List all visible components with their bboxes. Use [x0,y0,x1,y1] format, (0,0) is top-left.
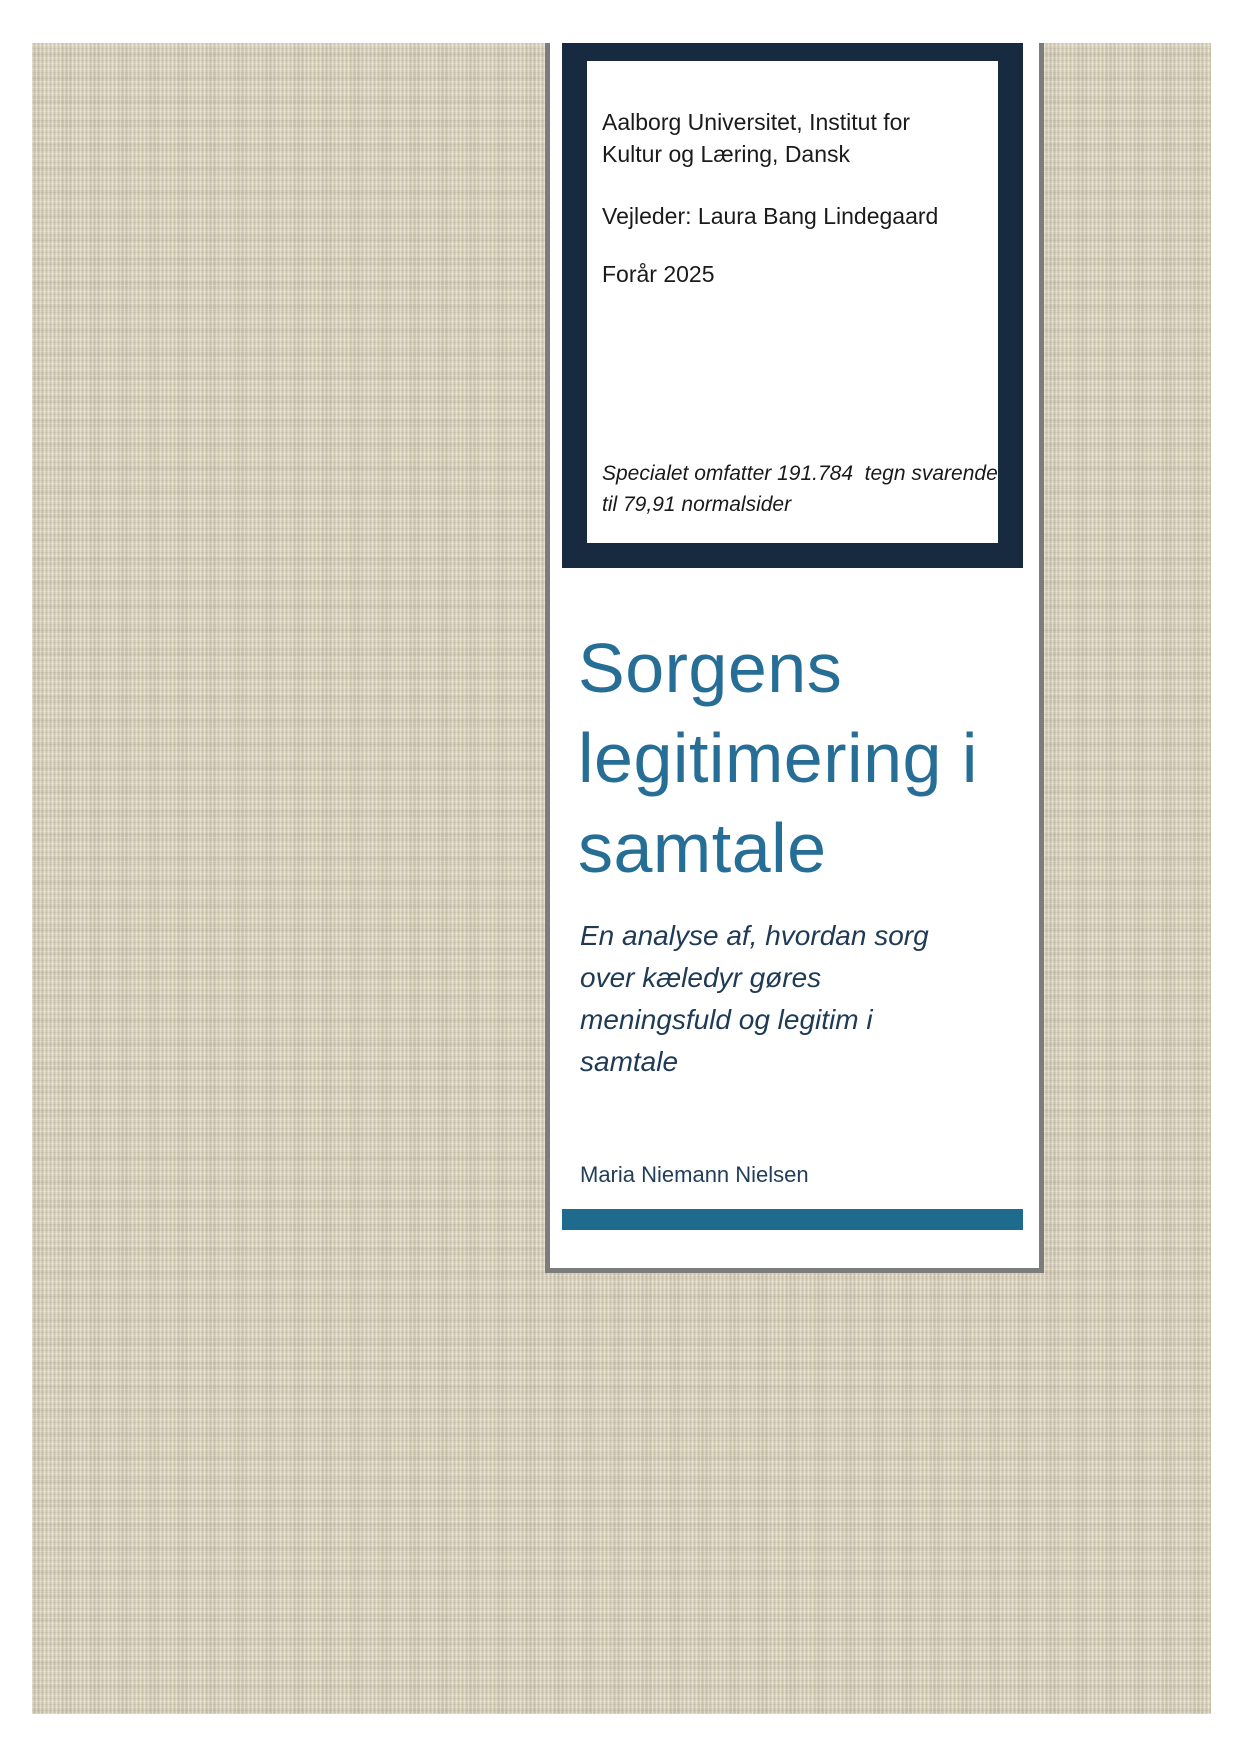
accent-bar [562,1209,1023,1230]
supervisor-text: Vejleder: Laura Bang Lindegaard [602,203,939,229]
thesis-title: Sorgens legitimering i samtale [578,629,978,887]
thesis-subtitle: En analyse af, hvordan sorg over kæledyr gøres meningsfuld og legitim i samtale [580,920,929,1077]
character-count-note: Specialet omfatter 191.784 tegn svarende til 79,91 normalsider [602,462,998,516]
university-text: Aalborg Universitet, Institut for Kultur og Læring, Dansk [602,109,911,167]
semester-text: Forår 2025 [602,261,715,287]
author-name: Maria Niemann Nielsen [580,1162,809,1187]
